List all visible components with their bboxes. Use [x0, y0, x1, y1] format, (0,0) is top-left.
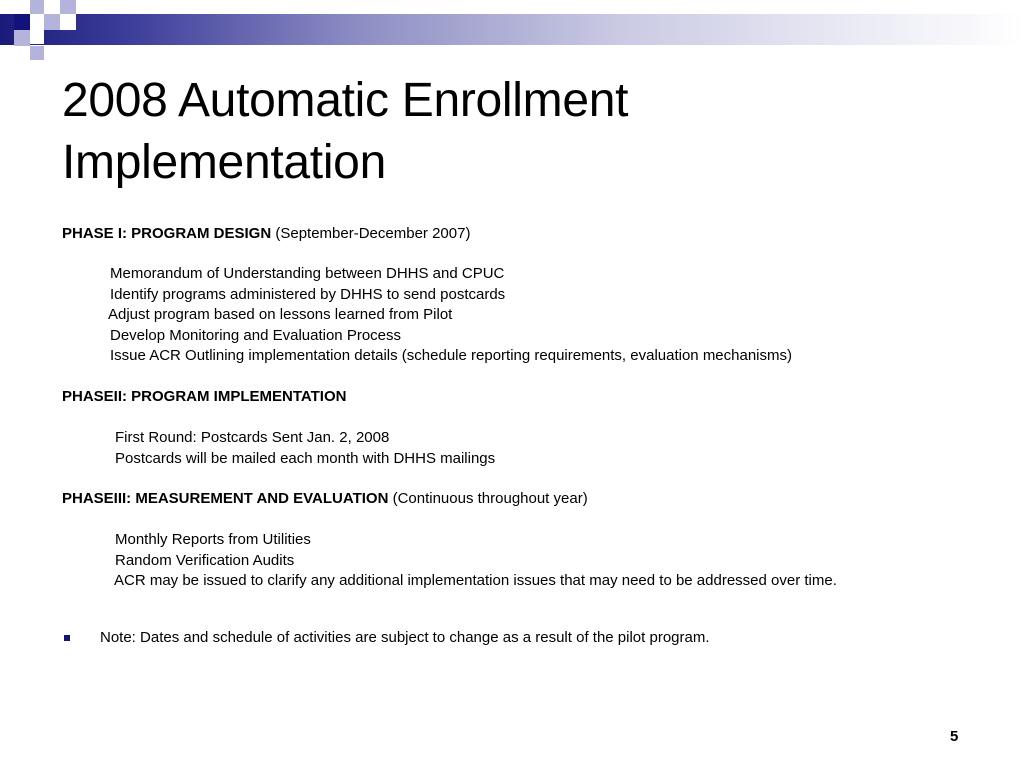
phase3-dates: (Continuous throughout year) [392, 490, 588, 507]
phase3-item: ACR may be issued to clarify any additional implementation issues that may need to be addressed over time. [114, 572, 837, 589]
decor-square-lavender-1 [30, 0, 44, 14]
page-number: 5 [950, 728, 959, 745]
note-text: Note: Dates and schedule of activities are subject to change as a result of the pilot program. [100, 629, 710, 646]
decor-square-lavender-3 [60, 0, 76, 14]
decor-square-navy-1 [14, 14, 30, 30]
phase3-heading: PHASEIII: MEASUREMENT AND EVALUATION [62, 490, 389, 507]
decor-square-lavender-4 [14, 30, 30, 46]
phase1-item: Memorandum of Understanding between DHHS and CPUC [110, 265, 505, 282]
decor-square-white-1 [30, 14, 44, 30]
phase3-item: Monthly Reports from Utilities [115, 531, 311, 548]
phase2-heading: PHASEII: PROGRAM IMPLEMENTATION [62, 388, 347, 405]
header-gradient-bar [0, 14, 1024, 45]
phase1-dates: (September-December 2007) [275, 225, 471, 242]
decor-square-lavender-2 [44, 14, 60, 30]
phase1-heading: PHASE I: PROGRAM DESIGN [62, 225, 272, 242]
phase1-item: Adjust program based on lessons learned from Pilot [108, 306, 453, 323]
phase1-item: Develop Monitoring and Evaluation Process [110, 327, 401, 344]
phase2-item: First Round: Postcards Sent Jan. 2, 2008 [115, 429, 390, 446]
phase2-item: Postcards will be mailed each month with DHHS mailings [115, 450, 496, 467]
decor-square-white-2 [60, 14, 76, 30]
decor-square-lavender-5 [30, 46, 44, 60]
slide-title-line2: Implementation [62, 136, 386, 189]
phase3-heading-line [62, 490, 588, 508]
phase3-item: Random Verification Audits [115, 552, 295, 569]
phase1-heading-line [62, 225, 470, 243]
phase1-item: Identify programs administered by DHHS to send postcards [110, 286, 506, 303]
phase1-item: Issue ACR Outlining implementation details (schedule reporting requirements, evaluation mechanisms) [110, 347, 793, 364]
decor-square-white-3 [30, 30, 44, 44]
phase2-heading-line [62, 388, 346, 406]
square-bullet-icon [64, 635, 70, 641]
slide-title-line1: 2008 Automatic Enrollment [62, 74, 629, 127]
slide-title [62, 70, 962, 194]
